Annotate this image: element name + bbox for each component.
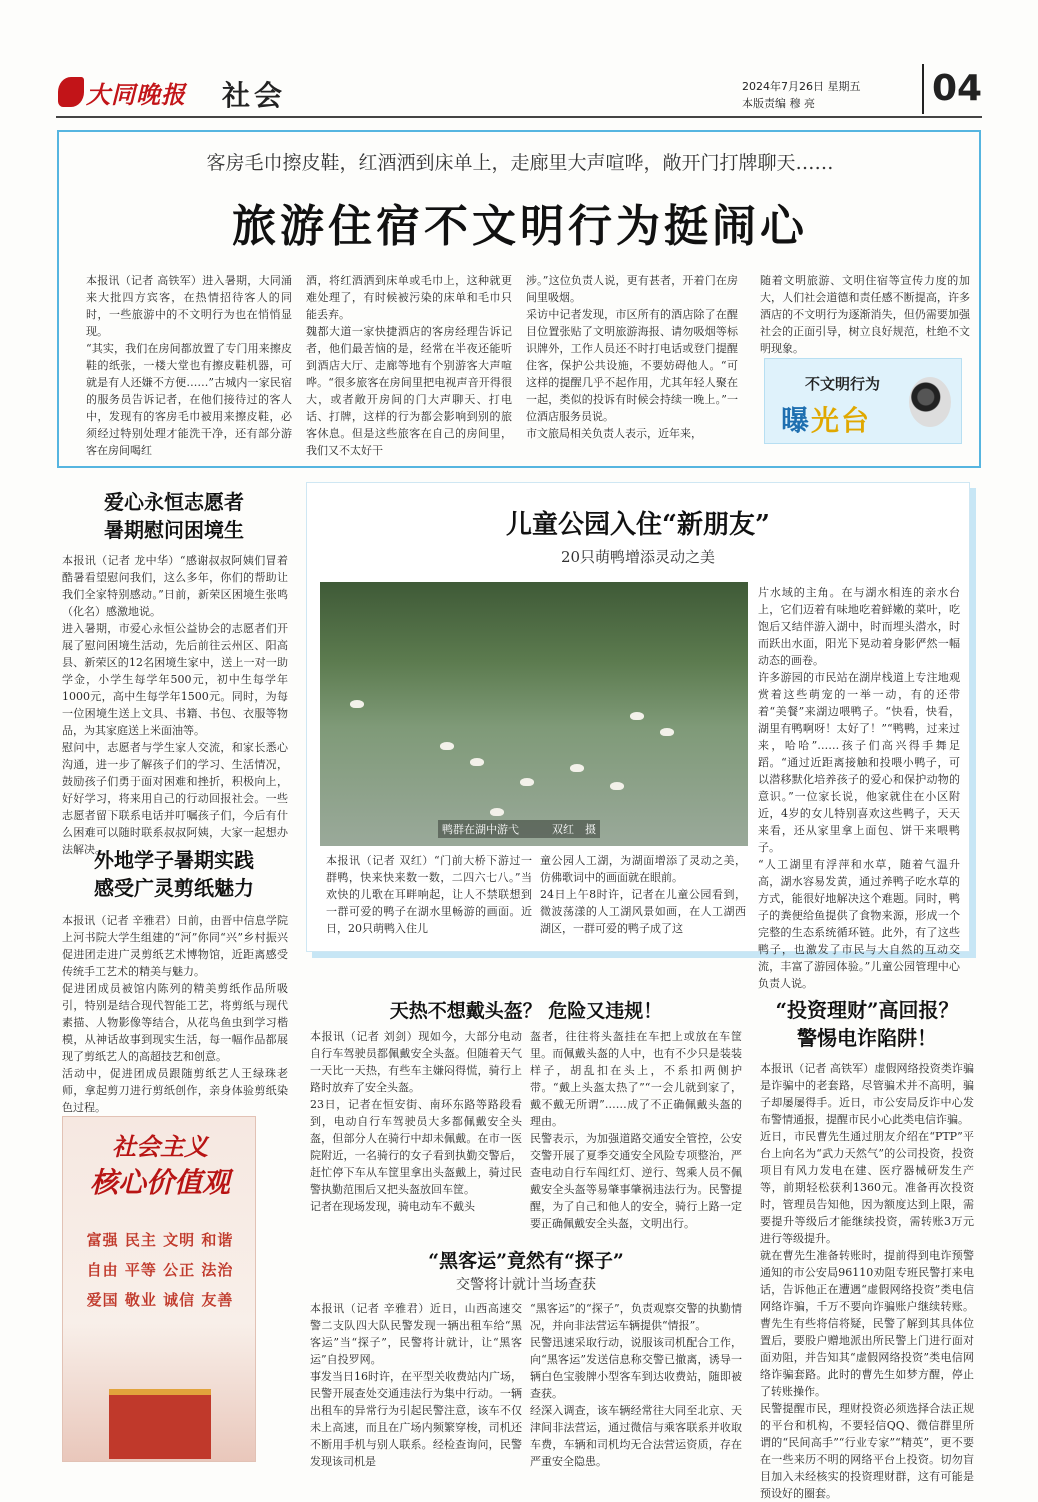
- tiananmen-gate-icon: [109, 1389, 211, 1459]
- duck: [520, 778, 534, 786]
- park-body-right: 片水域的主角。在与湖水相连的亲水台上，它们迈着有味地吃着鲜嫩的菜叶，吃饱后又结伴游入湖中，时而埋头潜水，时而跃出水面，阳光下晃动着身影俨然一幅动态的画卷。 许多游园的市民站在湖岸栈道上专注地观赏着这些萌宠的一举一动，有的还带着“美餐”来湖边喂鸭子。“快看，快看，湖里有鸭啊呀！太好了！”“鸭鸭，过来过来，哈哈”……孩子们高兴得手舞足蹈。“通过近距离接触和投喂小鸭子，可以潜移默化培养孩子的爱心和保护动物的意识。”一位家长说，他家就住在小区附近，4岁的女儿特别喜欢这些鸭子，天天来看，还从家里拿上面包、饼干来喂鸭子。 “人工湖里有浮萍和水草，随着气温升高，湖水容易发黄，通过养鸭子吃水草的方式，能很好地解决这个难题。同时，鸭子的粪便给鱼提供了食物来源，形成一个完整的生态系统循环链。此外，有了这些鸭子，也激发了市民与大自然的互动交流，丰富了游园体验。”儿童公园管理中心负责人说。: [758, 586, 960, 990]
- exposure-badge: [764, 358, 962, 444]
- lead-body-col4: 随着文明旅游、文明住宿等宣传力度的加大，人们社会道德和责任感不断提高，许多酒店的不文明行为逐渐消失，但仍需要加强社会的正面引导，树立良好规范，杜绝不文明现象。: [760, 274, 970, 355]
- taxi-body-col1: 本报讯（记者 辛雅君）近日，山西高速交警二支队四大队民警发现一辆出租车给“黑客运”当“探子”，民警将计就计，让“黑客运”自投罗网。 事发当日16时许，在平型关收费站内广场，民警开展查处交通违法行为集中行动。一辆出租车的异常行为引起民警注意，该车不仅未上高速，而且在广场内频繁穿梭，司机还不断用手机与别人联系。经检查询问，民警发现该司机是: [310, 1302, 522, 1468]
- park-body-left: 本报讯（记者 双红）“门前大桥下游过一群鸭，快来快来数一数，二四六七八。”当欢快的儿歌在耳畔响起，让人不禁联想到一群可爱的鸭子在湖水里畅游的画面。近日，20只萌鸭入住儿: [326, 854, 532, 935]
- papercut-body: 本报讯（记者 辛雅君）日前，由晋中信息学院上河书院大学生组建的“河”你同“兴”乡村振兴促进团走进广灵剪纸艺术博物馆，近距离感受传统手工艺术的精美与魅力。 促进团成员被馆内陈列的精美剪纸作品所吸引，特别是结合现代智能工艺，将剪纸与现代素描、人物影像等结合，从花鸟鱼虫到学习楷模，从神话故事到现实生活，每一幅作品都展现了剪纸艺人的高超技艺和创意。 活动中，促进团成员跟随剪纸艺人王绿珠老师，拿起剪刀进行剪纸创作，亲身体验剪纸染色过程。: [62, 914, 288, 1114]
- banner-row3: 爱国 敬业 诚信 友善: [86, 1291, 234, 1309]
- duck: [470, 758, 484, 766]
- helmet-body-col2: 盔者，往往将头盔挂在车把上或放在车筐里。而佩戴头盔的人中，也有不少只是装装样子，胡乱扣在头上，不系扣两侧护带。“戴上头盔太热了”“一会儿就到家了，戴不戴无所谓”……成了不正确佩戴头盔的理由。 民警表示，为加强道路交通安全管控，公安交警开展了夏季交通安全风险专项整治，严查电动自行车闯红灯、逆行、驾乘人员不佩戴安全头盔等易肇事肇祸违法行为。民警提醒，为了自己和他人的安全，骑行上路一定要正确佩戴安全头盔，文明出行。: [530, 1030, 742, 1230]
- page-editor: 本版责编 穆 亮: [742, 97, 815, 110]
- lead-kicker: 客房毛巾擦皮鞋，红酒洒到床单上，走廊里大声喧哗，敞开门打牌聊天……: [206, 152, 834, 174]
- papercut-headline-line2: 感受广灵剪纸魅力: [94, 876, 254, 900]
- duck: [660, 728, 674, 736]
- issue-date: 2024年7月26日 星期五: [742, 80, 861, 93]
- papercut-headline: [62, 846, 286, 902]
- exposure-label-main: [781, 399, 871, 439]
- taxi-subhead: 交警将计就计当场查获: [456, 1277, 596, 1293]
- exposure-label-a: 曝: [781, 404, 812, 437]
- fraud-headline-line1: “投资理财”高回报？: [775, 998, 959, 1022]
- duck: [630, 712, 644, 720]
- lead-body-col3: 涉。”这位负责人说，更有甚者，开着门在房间里吸烟。 采访中记者发现，市区所有的酒店除了在醒目位置张贴了文明旅游海报、请勿吸烟等标识牌外，工作人员还不时打电话或登门提醒住客，保护公共设施，不要妨碍他人。“可这样的提醒几乎不起作用，尤其年轻人聚在一起，类似的投诉有时候会持续一晚上。”一位酒店服务员说。 市文旅局相关负责人表示，近年来，: [526, 274, 738, 440]
- helmet-headline: 天热不想戴头盔？ 危险又违规！: [389, 1000, 663, 1022]
- volunteer-headline: [62, 488, 286, 544]
- volunteer-headline-line1: 爱心永恒志愿者: [104, 490, 244, 514]
- helmet-body-col1: 本报讯（记者 刘剑）现如今，大部分电动自行车驾驶员都佩戴安全头盔。但随着天气一天比一天热，有些车主嫌闷得慌，骑行上路时放弃了安全头盔。 23日，记者在恒安街、南环东路等路段看到，电动自行车驾驶员大多都佩戴安全头盔，但部分人在骑行中却未佩戴。在市一医院附近，一名骑行的女子看到执勤交警后，赶忙停下车从车筐里拿出头盔戴上，骑过民警执勤范围后又把头盔放回车筐。 记者在现场发现，骑电动车不戴头: [310, 1030, 522, 1213]
- taxi-headline: “黑客运”竟然有“探子”: [428, 1250, 624, 1272]
- duck: [350, 700, 364, 708]
- core-values-banner: [62, 1116, 256, 1462]
- duck: [610, 782, 624, 790]
- duck: [490, 808, 504, 816]
- park-subhead: 20只萌鸭增添灵动之美: [560, 548, 716, 566]
- exposure-label-top: 不文明行为: [805, 375, 881, 393]
- exposure-label-b: 光台: [811, 404, 872, 437]
- issue-info: [742, 78, 861, 112]
- park-headline: 儿童公园入住“新朋友”: [506, 510, 770, 540]
- banner-row2: 自由 平等 公正 法治: [86, 1261, 234, 1279]
- banner-title-line2: 核心价值观: [89, 1166, 230, 1199]
- papercut-headline-line1: 外地学子暑期实践: [94, 848, 254, 872]
- duck: [440, 742, 454, 750]
- logo-mark-icon: [58, 77, 84, 107]
- duck: [570, 764, 584, 772]
- banner-row1: 富强 民主 文明 和谐: [86, 1231, 234, 1249]
- paper-name: 大同晚报: [86, 80, 186, 109]
- camera-icon: [909, 377, 951, 427]
- fraud-headline-line2: 警惕电诈陷阱！: [797, 1026, 937, 1050]
- ducks-photo: [320, 582, 748, 846]
- volunteer-headline-line2: 暑期慰问困境生: [104, 518, 244, 542]
- newspaper-logo: [58, 70, 208, 114]
- taxi-body-col2: “黑客运”的“探子”，负责观察交警的执勤情况，并向非法营运车辆提供“情报”。 民警迅速采取行动，说服该司机配合工作，向“黑客运”发送信息称交警已撤离，诱导一辆白色宝骏牌小型客车到达收费站，随即被查获。 经深入调查，该车辆经常往大同至北京、天津间非法营运，通过微信与乘客联系并收取车费，车辆和司机均无合法营运资质，存在严重安全隐患。: [530, 1302, 742, 1468]
- lead-headline: 旅游住宿不文明行为挺闹心: [232, 201, 808, 252]
- volunteer-body: 本报讯（记者 龙中华）“感谢叔叔阿姨们冒着酷暑看望慰问我们，这么多年，你们的帮助让我们全家特别感动。”日前，新荣区困境生张鸣（化名）感激地说。 进入暑期，市爱心永恒公益协会的志愿者们开展了慰问困境生活动，先后前往云州区、阳高县、新荣区的12名困境生家中，送上一对一助学金，小学生每学年500元，初中生每学年1000元，高中生每学年1500元。同时，为每一位困境生送上文具、书籍、书包、衣服等物品，为其家庭送上米面油等。 慰问中，志愿者与学生家人交流，和家长悉心沟通，进一步了解孩子们的学习、生活情况，鼓励孩子们勇于面对困难和挫折，积极向上，好好学习，将来用自己的行动回报社会。一些志愿者留下联系电话并叮嘱孩子们，今后有什么困难可以随时联系叔叔阿姨，大家一起想办法解决。: [62, 554, 288, 856]
- fraud-body: 本报讯（记者 高铁军）虚假网络投资类诈骗是诈骗中的老套路，尽管骗术并不高明，骗子却屡屡得手。近日，市公安局反诈中心发布警情通报，提醒市民小心此类电信诈骗。 近日，市民曹先生通过朋友介绍在“PTP”平台上向名为“武力天然气”的公司投资，投资项目有风力发电在建、医疗器械研发生产等，前期轻松获利1360元。准备再次投资时，管理员告知他，因为额度达到上限，需要提升等级后才能继续投资，需转账3万元进行等级提升。 就在曹先生准备转账时，提前得到电诈预警通知的市公安局96110劝阻专班民警打来电话，告诉他正在遭遇“虚假网络投资”类电信网络诈骗，千万不要向诈骗账户继续转账。曹先生有些将信将疑，民警了解到其具体位置后，要股户赠地派出所民警上门进行面对面劝阻，并告知其“虚假网络投资”类电信网络诈骗套路。此时的曹先生如梦方醒，停止了转账操作。 民警提醒市民，理财投资必须选择合法正规的平台和机构，不要轻信QQ、微信群里所谓的“民间高手”“行业专家”“精英”，更不要在一些来历不明的网络平台上投资。切勿盲目加入未经核实的投资理财群，这有可能是预设好的圈套。: [760, 1062, 974, 1500]
- banner-title-line1: 社会主义: [112, 1132, 208, 1161]
- fraud-headline: [760, 996, 974, 1052]
- lead-body-col2: 酒，将红酒洒到床单或毛巾上，这种就更难处理了，有时候被污染的床单和毛巾只能丢弃。 魏都大道一家快捷酒店的客房经理告诉记者，他们最苦恼的是，经常在半夜还能听到酒店大厅、走廊等地有个别游客大声喧哗。“很多旅客在房间里把电视声音开得很大，或者敞开房间的门大声聊天、打电话、打牌，这样的行为都会影响到别的旅客休息。但是这些旅客在自己的房间里，我们又不太好干: [306, 274, 512, 457]
- lead-body-col1: 本报讯（记者 高铁军）进入暑期，大同涌来大批四方宾客，在热情招待客人的同时，一些旅游中的不文明行为也在悄悄显现。 “其实，我们在房间都放置了专门用来擦皮鞋的纸张，一楼大堂也有擦皮鞋机器，可就是有人还嫌不方便……”古城内一家民宿的服务员告诉记者，在他们接待过的客人中，发现有的客房毛巾被用来擦皮鞋，必须经过特别处理才能洗干净，还有部分游客在房间喝红: [86, 274, 292, 457]
- park-body-mid: 童公园人工湖，为湖面增添了灵动之美，仿佛歌词中的画面就在眼前。 24日上午8时许，记者在儿童公园看到，微波荡漾的人工湖风景如画，在人工湖西湖区，一群可爱的鸭子成了这: [540, 854, 746, 935]
- page-number: 04: [922, 64, 990, 114]
- photo-caption: 鸭群在湖中游弋 双红 摄: [438, 820, 600, 838]
- section-title: 社会: [222, 79, 287, 112]
- header-divider: [56, 116, 982, 118]
